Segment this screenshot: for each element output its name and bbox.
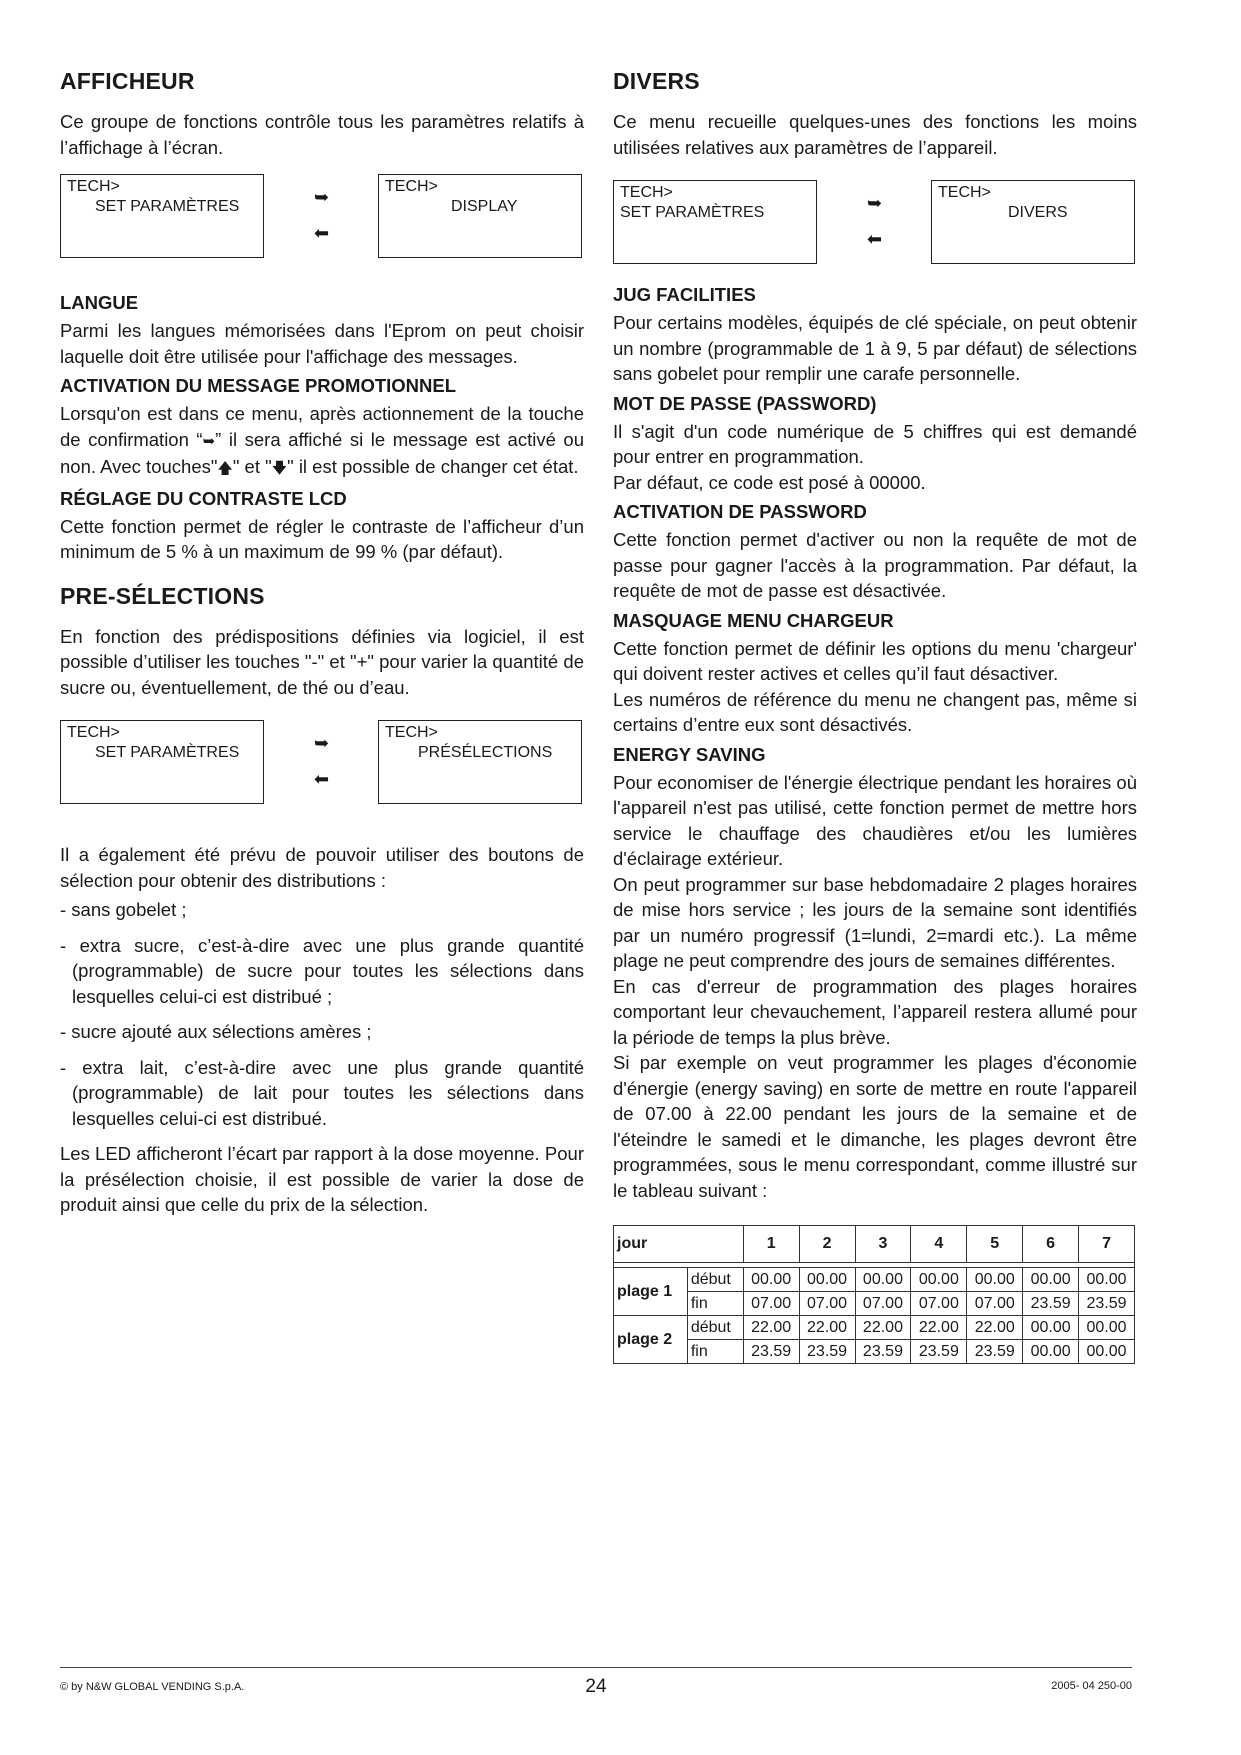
energy-saving-table <box>613 1225 1135 1364</box>
table-cell: 23.59 <box>911 1340 967 1364</box>
table-header-row <box>614 1226 1135 1263</box>
right-column <box>613 60 1137 1364</box>
lcd-box-source <box>60 174 264 258</box>
table-cell: 07.00 <box>911 1292 967 1316</box>
promo-text-b: ” il sera affiché si le message est activé ou non. Avec touches" <box>60 428 584 477</box>
table-group: plage 1 <box>614 1268 688 1316</box>
table-day: 5 <box>967 1226 1023 1263</box>
menu-flow-divers <box>613 180 1137 266</box>
table-group: plage 2 <box>614 1316 688 1364</box>
preselections-title: PRE-SÉLECTIONS <box>60 582 265 609</box>
forward-arrow-icon: ➥ <box>314 733 330 753</box>
lcd-line: TECH> <box>67 178 120 195</box>
mdp-title: MOT DE PASSE (PASSWORD) <box>613 392 877 414</box>
forward-arrow-icon: ➥ <box>867 193 883 213</box>
langue-text: Parmi les langues mémorisées dans l'Eprom on peut choisir laquelle doit être utilisée pour l'affichage des messages. <box>60 320 584 367</box>
table-row <box>614 1268 1135 1292</box>
divers-intro: Ce menu recueille quelques-unes des fonctions les moins utilisées relatives aux paramètres de l’appareil. <box>613 111 1137 158</box>
divers-title: DIVERS <box>613 68 700 94</box>
table-cell: 23.59 <box>1079 1292 1135 1316</box>
table-cell: 22.00 <box>799 1316 855 1340</box>
table-cell: 23.59 <box>855 1340 911 1364</box>
confirm-arrow-icon: ➥ <box>202 432 216 450</box>
table-cell: 07.00 <box>967 1292 1023 1316</box>
table-cell: 00.00 <box>855 1268 911 1292</box>
table-cell: 22.00 <box>911 1316 967 1340</box>
left-column <box>60 60 584 1221</box>
distribution-list <box>60 897 584 1131</box>
table-cell: 00.00 <box>1023 1316 1079 1340</box>
lcd-line: TECH> <box>385 178 438 195</box>
es-p3: En cas d'erreur de programmation des plages horaires comportant leur chevauchement, l’appareil restera allumé pour la période de temps la plus brève. <box>613 975 1137 1048</box>
lcd-line: TECH> <box>620 184 673 201</box>
afficheur-title: AFFICHEUR <box>60 68 195 94</box>
masq-text: Cette fonction permet de définir les options du menu 'chargeur' qui doivent rester actives et celles qu’il faut désactiver. <box>613 637 1137 684</box>
table-cell: 22.00 <box>855 1316 911 1340</box>
afficheur-intro: Ce groupe de fonctions contrôle tous les paramètres relatifs à l’affichage à l’écran. <box>60 111 584 158</box>
back-arrow-icon: ⬅ <box>867 229 883 249</box>
lcd-box-target <box>378 174 582 258</box>
table-cell: 07.00 <box>855 1292 911 1316</box>
promo-text-d: " il est possible de changer cet état. <box>287 456 579 477</box>
jug-title: JUG FACILITIES <box>613 284 756 305</box>
table-cell: 23.59 <box>967 1340 1023 1364</box>
table-cell: 00.00 <box>1023 1340 1079 1364</box>
masq-text2: Les numéros de référence du menu ne changent pas, même si certains d’entre eux sont désactivés. <box>613 688 1137 735</box>
table-sub: fin <box>687 1292 743 1316</box>
lcd-box-target <box>931 180 1135 264</box>
table-day: 1 <box>743 1226 799 1263</box>
table-cell: 00.00 <box>911 1268 967 1292</box>
lcd-line: SET PARAMÈTRES <box>95 744 240 761</box>
up-arrow-icon: 🡅 <box>217 460 233 477</box>
down-arrow-icon: 🡇 <box>271 460 288 477</box>
table-cell: 07.00 <box>743 1292 799 1316</box>
table-cell: 00.00 <box>1023 1268 1079 1292</box>
actpw-title: ACTIVATION DE PASSWORD <box>613 501 867 522</box>
table-sub: fin <box>687 1340 743 1364</box>
preselections-p2: Il a également été prévu de pouvoir utiliser des boutons de sélection pour obtenir des distributions : <box>60 844 584 891</box>
table-cell: 00.00 <box>1079 1316 1135 1340</box>
table-header-label: jour <box>614 1226 744 1263</box>
preselections-intro: En fonction des prédispositions définies via logiciel, il est possible d’utiliser les touches "-" et "+" pour varier la quantité de sucre ou, éventuellement, de thé ou d’eau. <box>60 625 584 698</box>
menu-flow-preselections <box>60 720 584 806</box>
table-day: 3 <box>855 1226 911 1263</box>
contraste-text: Cette fonction permet de régler le contraste de l’afficheur d’un minimum de 5 % à un maximum de 99 % (par défaut). <box>60 515 584 562</box>
table-cell: 23.59 <box>743 1340 799 1364</box>
lcd-box-target <box>378 720 582 804</box>
lcd-line: DIVERS <box>1008 204 1068 221</box>
lcd-line: TECH> <box>67 724 120 741</box>
lcd-line: PRÉSÉLECTIONS <box>418 744 553 761</box>
table-cell: 00.00 <box>967 1268 1023 1292</box>
table-sub: début <box>687 1268 743 1292</box>
masq-title: MASQUAGE MENU CHARGEUR <box>613 609 894 631</box>
list-item: - extra sucre, c’est-à-dire avec une plus grande quantité (programmable) de sucre pour toutes les sélections dans lesquelles celui-ci est distribué ; <box>60 934 584 1007</box>
menu-flow-display <box>60 174 584 260</box>
mdp-text2: Par défaut, ce code est posé à 00000. <box>613 471 926 493</box>
table-cell: 00.00 <box>1079 1268 1135 1292</box>
contraste-title: RÉGLAGE DU CONTRASTE LCD <box>60 487 347 509</box>
forward-arrow-icon: ➥ <box>314 187 330 207</box>
table-sub: début <box>687 1316 743 1340</box>
mdp-text: Il s'agit d'un code numérique de 5 chiffres qui est demandé pour entrer en programmation. <box>613 420 1137 467</box>
table-row <box>614 1340 1135 1364</box>
es-p2: On peut programmer sur base hebdomadaire 2 plages horaires de mise hors service ; les jours de la semaine sont identifiés par un numéro progressif (1=lundi, 2=mardi etc.). La même plage ne peut comprendre des jours de semaines différentes. <box>613 873 1137 971</box>
lcd-box-source <box>60 720 264 804</box>
es-p1: Pour economiser de l'énergie électrique pendant les horaires où l'appareil n'est pas utilisé, cette fonction permet de mettre hors service le chauffage des chaudières et/ou les lumières d'éclairage extérieur. <box>613 771 1137 869</box>
lcd-line: DISPLAY <box>451 198 518 215</box>
jug-text: Pour certains modèles, équipés de clé spéciale, on peut obtenir un nombre (programmable de 1 à 9, 5 par défaut) de sélections sans gobelet pour remplir une carafe personnelle. <box>613 312 1137 384</box>
table-cell: 23.59 <box>1023 1292 1079 1316</box>
table-cell: 00.00 <box>799 1268 855 1292</box>
table-row <box>614 1292 1135 1316</box>
promo-title: ACTIVATION DU MESSAGE PROMOTIONNEL <box>60 375 457 396</box>
footer-code: 2005- 04 250-00 <box>1051 1680 1132 1692</box>
table-day: 2 <box>799 1226 855 1263</box>
table-day: 4 <box>911 1226 967 1263</box>
back-arrow-icon: ⬅ <box>314 769 330 789</box>
lcd-line: SET PARAMÈTRES <box>95 198 240 215</box>
table-cell: 23.59 <box>799 1340 855 1364</box>
table-day: 7 <box>1079 1226 1135 1263</box>
page-number: 24 <box>585 1676 607 1697</box>
lcd-line: TECH> <box>938 184 991 201</box>
page-footer <box>60 1667 1132 1708</box>
table-cell: 22.00 <box>967 1316 1023 1340</box>
back-arrow-icon: ⬅ <box>314 223 330 243</box>
footer-copyright: © by N&W GLOBAL VENDING S.p.A. <box>60 1681 245 1693</box>
lcd-line: TECH> <box>385 724 438 741</box>
list-item: - sans gobelet ; <box>60 899 187 920</box>
table-cell: 07.00 <box>799 1292 855 1316</box>
lcd-line: SET PARAMÈTRES <box>620 204 765 221</box>
promo-text-a: Lorsqu'on est dans ce menu, après actionnement de la touche de confirmation “ <box>60 403 584 450</box>
table-cell: 00.00 <box>1079 1340 1135 1364</box>
es-title: ENERGY SAVING <box>613 743 766 765</box>
es-p4: Si par exemple on veut programmer les plages d'économie d'énergie (energy saving) en sorte de mettre en route l'appareil de 07.00 à 22.00 pendant les jours de la semaine et de l'éteindre le samedi et le dimanche, les plages devront être programmées, sous le menu correspondant, comme illustré sur le tableau suivant : <box>613 1052 1137 1201</box>
actpw-text: Cette fonction permet d'activer ou non la requête de mot de passe pour gagner l'accès à la programmation. Par défaut, la requête de mot de passe est désactivée. <box>613 529 1137 601</box>
list-item: - extra lait, c’est-à-dire avec une plus grande quantité (programmable) de lait pour toutes les sélections dans lesquelles celui-ci est distribué. <box>60 1056 584 1129</box>
langue-title: LANGUE <box>60 292 139 313</box>
list-item: - sucre ajouté aux sélections amères ; <box>60 1021 372 1042</box>
lcd-box-source <box>613 180 817 264</box>
table-row <box>614 1316 1135 1340</box>
table-cell: 00.00 <box>743 1268 799 1292</box>
promo-text <box>60 401 584 482</box>
preselections-p3: Les LED afficheront l’écart par rapport à la dose moyenne. Pour la présélection choisie, il est possible de varier la dose de produit ainsi que celle du prix de la sélection. <box>60 1143 584 1215</box>
table-day: 6 <box>1023 1226 1079 1263</box>
table-cell: 22.00 <box>743 1316 799 1340</box>
promo-text-c: " et " <box>232 456 272 477</box>
